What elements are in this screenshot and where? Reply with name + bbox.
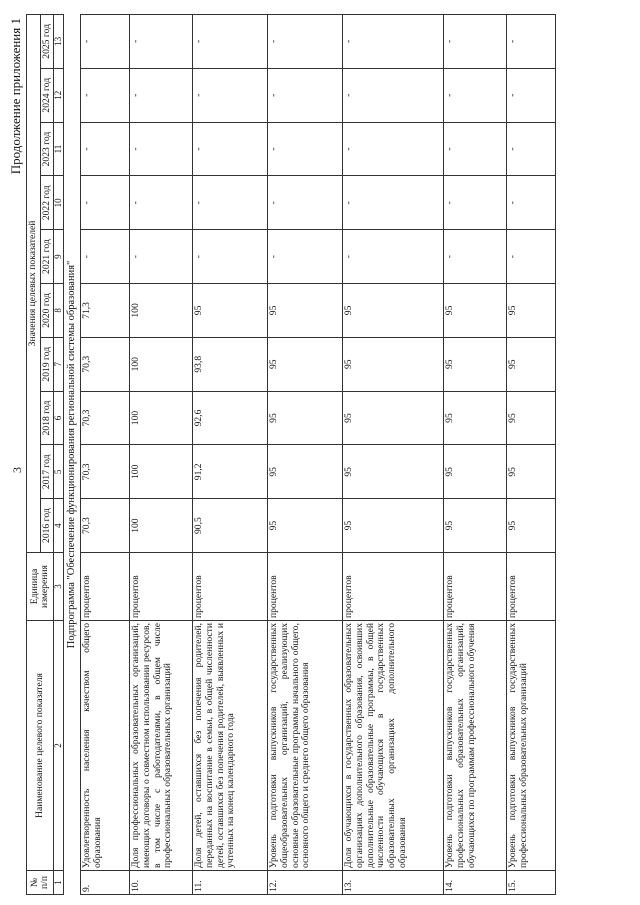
value-cell: - <box>81 68 130 122</box>
value-cell: 71,3 <box>81 284 130 338</box>
value-cell: 95 <box>507 391 556 445</box>
value-cell: - <box>81 14 130 68</box>
value-cell: - <box>268 122 343 176</box>
table-row <box>81 14 130 894</box>
row-number: 12. <box>268 871 343 895</box>
column-number: 9 <box>54 230 64 284</box>
column-number: 6 <box>54 391 64 445</box>
value-cell: - <box>343 122 444 176</box>
row-number: 9. <box>81 871 130 895</box>
value-cell: - <box>193 122 268 176</box>
value-cell: - <box>268 68 343 122</box>
value-cell: - <box>193 14 268 68</box>
value-cell: 100 <box>130 284 193 338</box>
value-cell: - <box>81 122 130 176</box>
header-values-group: Значения целевых показателей <box>27 14 41 552</box>
value-cell: 93,8 <box>193 337 268 391</box>
header-name: Наименование целевого показателя <box>27 621 54 871</box>
row-number: 15. <box>507 871 556 895</box>
column-number: 10 <box>54 176 64 230</box>
column-number: 12 <box>54 68 64 122</box>
value-cell: - <box>507 176 556 230</box>
value-cell: 92,6 <box>193 391 268 445</box>
unit-cell: процентов <box>507 553 556 621</box>
row-number: 13. <box>343 871 444 895</box>
header-year: 2022 год <box>40 176 54 230</box>
value-cell: - <box>444 68 507 122</box>
header-year: 2023 год <box>40 122 54 176</box>
value-cell: - <box>444 176 507 230</box>
table-row <box>193 14 268 894</box>
indicator-name: Доля детей, оставшихся без попечения родителей, переданных на воспитание в семьи, в общей численности детей, оставшихся без попечения родителей, выявленных и учтенных на конец календарного года <box>193 621 268 871</box>
value-cell: 95 <box>507 337 556 391</box>
value-cell: - <box>343 14 444 68</box>
value-cell: - <box>268 176 343 230</box>
value-cell: - <box>193 176 268 230</box>
header-year: 2018 год <box>40 391 54 445</box>
column-number: 5 <box>54 445 64 499</box>
column-number: 3 <box>54 553 64 621</box>
table-row <box>343 14 444 894</box>
value-cell: - <box>268 14 343 68</box>
value-cell: - <box>507 14 556 68</box>
unit-cell: процентов <box>193 553 268 621</box>
value-cell: 95 <box>268 445 343 499</box>
unit-cell: процентов <box>81 553 130 621</box>
value-cell: 91,2 <box>193 445 268 499</box>
header-year: 2017 год <box>40 445 54 499</box>
value-cell: 70,3 <box>81 445 130 499</box>
value-cell: 100 <box>130 445 193 499</box>
header-year: 2020 год <box>40 284 54 338</box>
value-cell: 95 <box>444 445 507 499</box>
unit-cell: процентов <box>444 553 507 621</box>
table-row <box>130 14 193 894</box>
indicator-name: Доля профессиональных образовательных организаций, имеющих договоры о совместном использовании ресурсов, в том числе с работодателями, в общем числе профессиональных образовательных организаций <box>130 621 193 871</box>
value-cell: 95 <box>343 284 444 338</box>
value-cell: - <box>130 230 193 284</box>
column-number: 1 <box>54 871 64 895</box>
table-row <box>507 14 556 894</box>
indicator-name: Удовлетворенность населения качеством общего образования <box>81 621 130 871</box>
value-cell: - <box>81 230 130 284</box>
page-number: 3 <box>10 467 24 473</box>
value-cell: 100 <box>130 337 193 391</box>
indicators-table <box>26 14 556 895</box>
column-number: 11 <box>54 122 64 176</box>
value-cell: 100 <box>130 499 193 553</box>
value-cell: 95 <box>507 284 556 338</box>
value-cell: - <box>193 68 268 122</box>
value-cell: - <box>343 68 444 122</box>
value-cell: - <box>507 68 556 122</box>
value-cell: - <box>507 122 556 176</box>
value-cell: 95 <box>444 499 507 553</box>
header-year: 2024 год <box>40 68 54 122</box>
table-row <box>444 14 507 894</box>
unit-cell: процентов <box>130 553 193 621</box>
value-cell: 95 <box>343 499 444 553</box>
value-cell: 70,3 <box>81 499 130 553</box>
value-cell: 95 <box>268 499 343 553</box>
value-cell: 95 <box>343 337 444 391</box>
value-cell: - <box>193 230 268 284</box>
value-cell: - <box>130 122 193 176</box>
indicator-name: Уровень подготовки выпускников государственных общеобразовательных организаций, реализующих основные образовательные программы начального общего, основного общего и среднего общего образования <box>268 621 343 871</box>
header-year: 2019 год <box>40 337 54 391</box>
column-number: 7 <box>54 337 64 391</box>
value-cell: 100 <box>130 391 193 445</box>
value-cell: - <box>444 14 507 68</box>
value-cell: 95 <box>507 499 556 553</box>
value-cell: - <box>268 230 343 284</box>
row-number: 14. <box>444 871 507 895</box>
indicator-name: Уровень подготовки выпускников государственных профессиональных образовательных организаций <box>507 621 556 871</box>
column-number: 13 <box>54 14 64 68</box>
value-cell: 95 <box>444 284 507 338</box>
indicator-name: Уровень подготовки выпускников государственных профессиональных образовательных организаций, обучающихся по программам профессионального обучения <box>444 621 507 871</box>
value-cell: 95 <box>268 337 343 391</box>
value-cell: 95 <box>343 445 444 499</box>
value-cell: 95 <box>268 391 343 445</box>
value-cell: - <box>130 176 193 230</box>
header-no: № п/п <box>27 871 54 895</box>
value-cell: 70,3 <box>81 337 130 391</box>
row-number: 10. <box>130 871 193 895</box>
value-cell: 95 <box>268 284 343 338</box>
column-number: 4 <box>54 499 64 553</box>
value-cell: 70,3 <box>81 391 130 445</box>
value-cell: - <box>444 122 507 176</box>
value-cell: 95 <box>343 391 444 445</box>
header-unit: Единица измерения <box>27 553 54 621</box>
value-cell: - <box>444 230 507 284</box>
value-cell: 95 <box>444 337 507 391</box>
table-row <box>268 14 343 894</box>
column-number: 8 <box>54 284 64 338</box>
value-cell: 95 <box>507 445 556 499</box>
value-cell: 90,5 <box>193 499 268 553</box>
header-year: 2025 год <box>40 14 54 68</box>
value-cell: - <box>343 230 444 284</box>
unit-cell: процентов <box>268 553 343 621</box>
value-cell: - <box>81 176 130 230</box>
value-cell: - <box>130 68 193 122</box>
indicator-name: Доля обучающихся в государственных образовательных организациях дополнительного образования, освоивших дополнительные образовательные программы, в общей численности обучающихся в государственных образовательных организациях дополнительного образования <box>343 621 444 871</box>
header-year: 2016 год <box>40 499 54 553</box>
subprogram-title: Подпрограмма "Обеспечение функционирования региональной системы образования" <box>64 14 81 894</box>
unit-cell: процентов <box>343 553 444 621</box>
value-cell: - <box>130 14 193 68</box>
value-cell: 95 <box>193 284 268 338</box>
header-year: 2021 год <box>40 230 54 284</box>
value-cell: - <box>343 176 444 230</box>
value-cell: 95 <box>444 391 507 445</box>
column-number: 2 <box>54 621 64 871</box>
value-cell: - <box>507 230 556 284</box>
row-number: 11. <box>193 871 268 895</box>
continuation-note: Продолжение приложения 1 <box>8 18 23 175</box>
